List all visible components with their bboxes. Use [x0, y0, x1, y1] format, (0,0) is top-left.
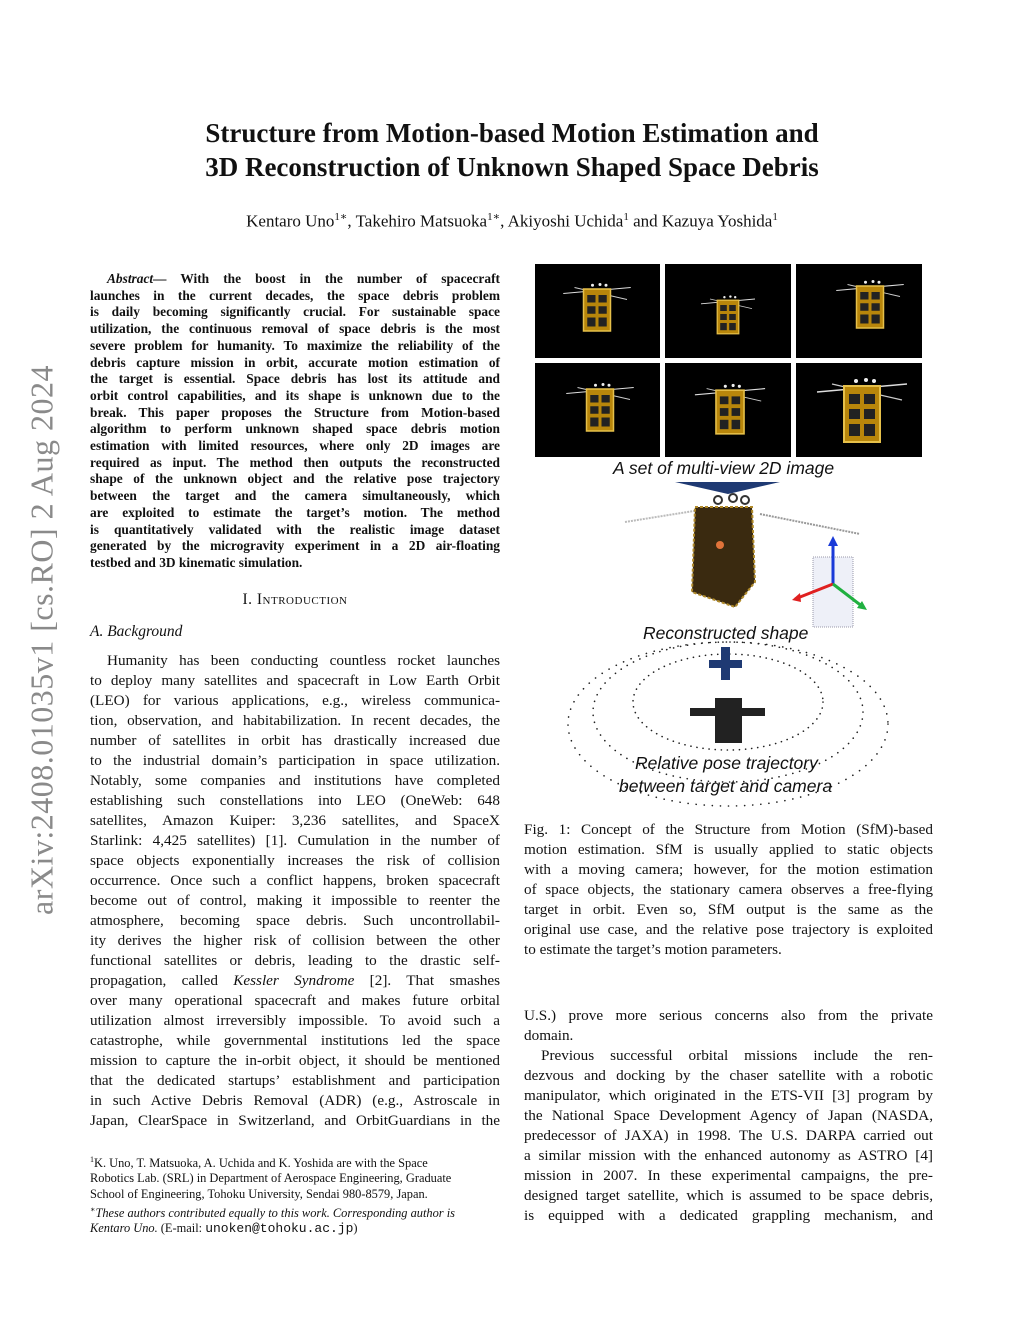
- text-line: designed target satellite, which is assumed to be space debris,: [524, 1187, 933, 1204]
- text-line: severe problem for humanity. To maximize the reliability of the: [90, 337, 500, 353]
- text-segment: With the boost in the number of spacecraft: [166, 271, 500, 286]
- author-list: [0, 210, 1024, 232]
- text-line: original use case, and the relative pose trajectory is exploited: [524, 921, 933, 938]
- text-line: generated by the microgravity experiment in a 2D air-floating: [90, 538, 500, 554]
- text-line: mission to capture the in-orbit object, it should be mentioned: [90, 1052, 500, 1069]
- text-segment: Abstract—: [107, 271, 167, 286]
- text-line: occurrence. Once such a conflict happens, broken spacecraft: [90, 872, 500, 889]
- title-line: Structure from Motion-based Motion Estimation and: [205, 118, 819, 148]
- text-line: [90, 271, 500, 288]
- text-line: Japan, ClearSpace in Switzerland, and OrbitGuardians in the: [90, 1112, 500, 1129]
- arxiv-stamp: arXiv:2408.01035v1 [cs.RO] 2 Aug 2024: [23, 364, 60, 916]
- text-segment: ): [353, 1221, 358, 1236]
- figure-label-trajectory-2: between target and camera: [619, 776, 833, 796]
- right-column-text: [524, 1006, 933, 1226]
- abstract: [90, 271, 500, 572]
- separator: ,: [347, 211, 356, 231]
- figure-graphic: [530, 262, 930, 807]
- text-line: of space objects, the stationary camera observes a free-flying: [524, 881, 933, 898]
- text-line: testbed and 3D kinematic simulation.: [90, 554, 303, 570]
- paper-title: [0, 116, 1024, 184]
- text-line: Fig. 1: Concept of the Structure from Motion (SfM)-based: [524, 821, 933, 838]
- text-line: required as input. The method then outputs the reconstructed: [90, 454, 500, 470]
- plus-icon: [709, 647, 742, 680]
- title-line: 3D Reconstruction of Unknown Shaped Space Debris: [205, 152, 819, 182]
- text-line: utilization, the continuous removal of space debris is the most: [90, 321, 500, 337]
- coordinate-frame-model: [792, 536, 867, 627]
- text-segment: Kessler Syndrome: [233, 972, 355, 989]
- text-line: predecessor of JAXA) in 1998. The U.S. DARPA carried out: [524, 1127, 933, 1144]
- text-line: Humanity has been conducting countless rocket launches: [107, 652, 500, 669]
- text-line: [90, 971, 500, 991]
- affiliation-mark: 1: [623, 211, 629, 223]
- figure-caption: [524, 820, 933, 960]
- text-line: establishing such constellations into LEO (OneWeb: 648: [90, 792, 500, 809]
- text-segment: (E-mail:: [157, 1221, 206, 1236]
- text-line: is equipped with a dedicated grappling mechanism, and: [524, 1207, 933, 1224]
- subsection-heading: A. Background: [90, 623, 183, 640]
- author-name: Kazuya Yoshida: [661, 211, 773, 231]
- figure-label-trajectory-1: Relative pose trajectory: [635, 753, 818, 773]
- text-segment: ∗: [90, 1205, 96, 1215]
- intro-paragraph: [90, 651, 500, 1131]
- text-line: shape of the unknown object and the relative pose trajectory: [90, 471, 500, 487]
- affiliation-mark: 1∗: [334, 211, 348, 223]
- affiliation-mark: 1: [772, 211, 778, 223]
- text-segment: These authors contributed equally to this work. Corresponding author is: [95, 1206, 455, 1221]
- text-line: is quantitatively validated with the realistic image dataset: [90, 521, 500, 537]
- author-name: Takehiro Matsuoka: [355, 211, 488, 231]
- text-line: to deploy many satellites and spacecraft in Low Earth Orbit: [90, 672, 500, 689]
- text-line: are exploited to estimate the target’s motion. The method: [90, 504, 500, 520]
- text-line: manipulator, which originated in the ETS-VII [3] program by: [524, 1087, 933, 1104]
- text-line: motion estimation. SfM is usually applied to static objects: [524, 841, 933, 858]
- text-line: debris capture mission in orbit, accurate motion estimation of: [90, 354, 500, 370]
- text-line: the target is essential. Space debris has lost its attitude and: [90, 371, 500, 387]
- text-line: over many operational spacecraft and makes future orbital: [90, 992, 500, 1009]
- section-heading: I. Introduction: [242, 591, 348, 608]
- text-line: ity derives the higher risk of collision between the other: [90, 932, 500, 949]
- text-line: estimation with limited resources, where only 2D images are: [90, 438, 500, 454]
- top-view-point-cloud: [690, 698, 765, 743]
- text-line: orbit control capabilities, and its shape is unknown due to the: [90, 387, 500, 403]
- down-arrow-icon: [675, 482, 780, 494]
- separator: ,: [500, 211, 508, 231]
- text-line: U.S.) prove more serious concerns also from the private: [524, 1007, 933, 1024]
- text-line: tion, observation, and habitabilization. In recent decades, the: [90, 712, 500, 729]
- text-line: algorithm to perform unknown shaped space debris motion: [90, 421, 500, 437]
- text-line: to estimate the target’s motion parameters.: [524, 941, 782, 958]
- text-line: School of Engineering, Tohoku University, Sendai 980-8579, Japan.: [90, 1186, 428, 1201]
- text-line: is daily becoming significantly crucial. For sustainable space: [90, 304, 500, 320]
- text-line: in such Active Debris Removal (ADR) (e.g., Astroscale in: [90, 1092, 500, 1109]
- text-segment: 1: [90, 1155, 94, 1164]
- text-segment: propagation, called: [90, 972, 234, 989]
- text-segment: Kentaro Uno.: [90, 1221, 158, 1236]
- text-line: Robotics Lab. (SRL) in Department of Aerospace Engineering, Graduate: [90, 1171, 452, 1186]
- text-line: to the industrial domain’s participation in space utilization.: [90, 752, 500, 769]
- separator: and: [628, 211, 662, 231]
- text-line: (LEO) for various applications, e.g., wireless communica-: [90, 692, 500, 709]
- text-line: with a moving camera; however, for the motion estimation: [524, 861, 933, 878]
- text-line: space objects exponentially increases the risk of collision: [90, 852, 500, 869]
- text-line: target in orbit. Even so, SfM output is the same as the: [524, 901, 933, 918]
- text-line: utilization almost irreversibly impossible. To avoid such a: [90, 1012, 500, 1029]
- text-segment: K. Uno, T. Matsuoka, A. Uchida and K. Yoshida are with the Space: [94, 1156, 428, 1171]
- figure-label-shape: Reconstructed shape: [643, 623, 809, 643]
- text-line: Notably, some companies and institutions have completed: [90, 772, 500, 789]
- text-line: Starlink: 4,425 satellites) [1]. Cumulation in the number of: [90, 832, 500, 849]
- text-line: Previous successful orbital missions include the ren-: [541, 1047, 933, 1064]
- text-line: between the target and the camera simultaneously, which: [90, 488, 500, 504]
- author-name: Akiyoshi Uchida: [507, 211, 624, 231]
- text-line: catastrophe, while governmental institutions led the space: [90, 1032, 500, 1049]
- text-segment: unoken@tohoku.ac.jp: [205, 1221, 354, 1237]
- text-segment: [2]. That smashes: [354, 972, 501, 989]
- text-line: number of satellites in orbit has drastically increased due: [90, 732, 500, 749]
- text-line: [90, 1221, 500, 1236]
- text-line: break. This paper proposes the Structure from Motion-based: [90, 404, 500, 420]
- text-line: mission in 2007. In these experimental campaigns, the pre-: [524, 1167, 933, 1184]
- text-line: launches in the current decades, the space debris problem: [90, 287, 500, 303]
- text-line: [90, 1152, 500, 1171]
- affiliation-mark: 1∗: [487, 211, 501, 223]
- text-line: domain.: [524, 1027, 574, 1044]
- text-line: [90, 1202, 500, 1221]
- multi-view-images: [535, 264, 922, 457]
- text-line: a similar mission with the enhanced autonomy as ASTRO [4]: [524, 1147, 933, 1164]
- figure-label-images: A set of multi-view 2D image: [613, 458, 835, 478]
- text-line: the National Space Development Agency of Japan (NASDA,: [524, 1107, 933, 1124]
- footnote: [90, 1152, 500, 1237]
- text-line: satellites, Amazon Kuiper: 3,236 satellites, and SpaceX: [90, 812, 500, 829]
- author-name: Kentaro Uno: [246, 211, 335, 231]
- text-line: become out of control, making it impossible to reenter the: [90, 892, 500, 909]
- figure-1: [530, 262, 930, 807]
- text-line: atmosphere, becoming space debris. Such uncontrollabil-: [90, 912, 500, 929]
- text-line: functional satellites or debris, leading to the drastic self-: [90, 952, 500, 969]
- text-line: dezvous and docking by the chaser satellite with a robotic: [524, 1067, 933, 1084]
- text-line: that the dedicated startups’ establishment and participation: [90, 1072, 500, 1089]
